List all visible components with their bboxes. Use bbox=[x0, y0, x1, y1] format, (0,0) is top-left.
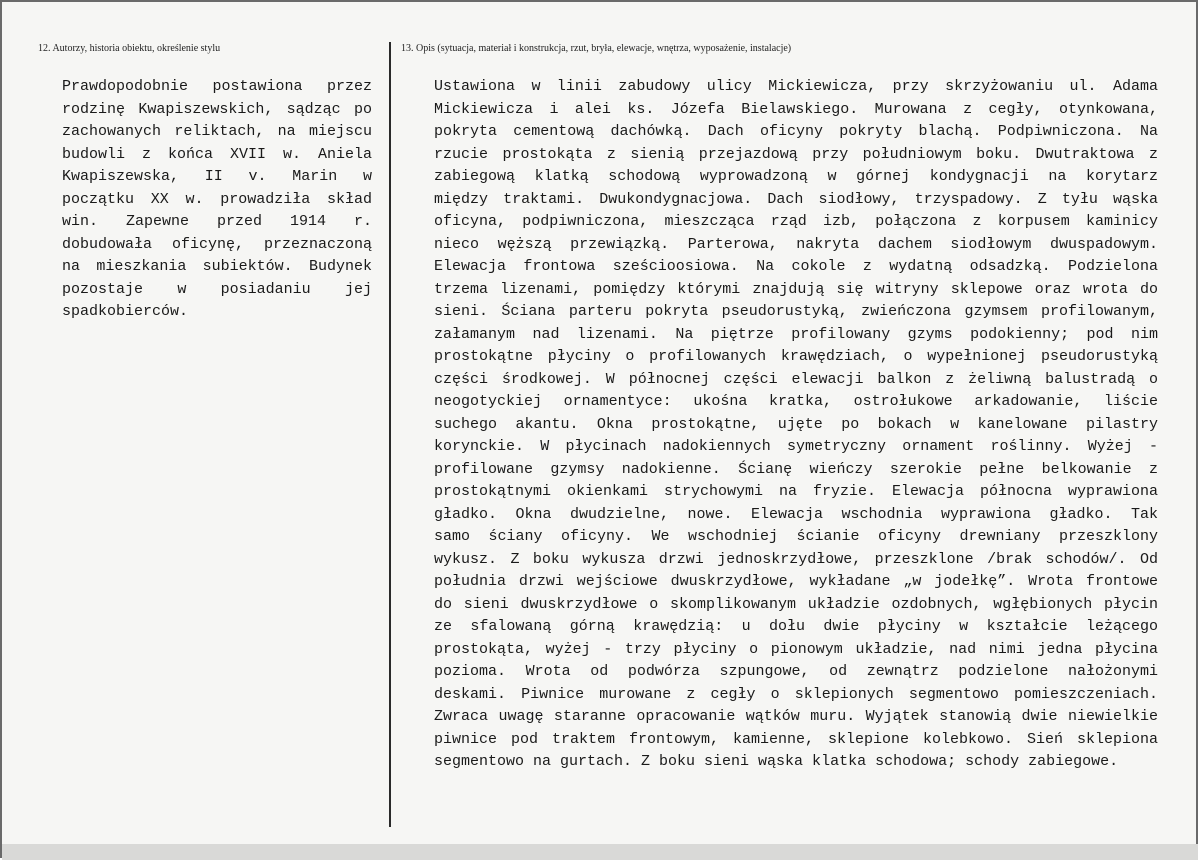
text-line: rodzinę Kwapiszewskich, sądząc po bbox=[62, 100, 372, 118]
text-line: prostokąta, wyżej - trzy płyciny o pionowym układzie, nad nimi jedna płycina bbox=[434, 640, 1158, 658]
section-13-header: 13. Opis (sytuacja, materiał i konstrukcja, rzut, bryła, elewacje, wnętrza, wyposażenie, instalacje) bbox=[401, 43, 792, 54]
text-line: do sieni dwuskrzydłowe o skomplikowanym układzie ozdobnych, wgłębionych płycin bbox=[434, 595, 1158, 613]
text-line: budowli z końca XVII w. Aniela bbox=[62, 145, 372, 163]
text-line: prostokątnymi okienkami strychowymi na fryzie. Elewacja północna wyprawiona bbox=[434, 483, 1158, 500]
text-line: części środkowej. W północnej części elewacji balkon z żeliwną balustradą o bbox=[434, 370, 1158, 388]
text-line: wykusz. Z boku wykusza drzwi jednoskrzydłowe, przeszklone /brak schodów/. Od bbox=[434, 550, 1158, 568]
text-line: południa drzwi wejściowe dwuskrzydłowe, wykładane „w jodełkę”. Wrota frontowe bbox=[434, 573, 1158, 590]
text-line: między traktami. Dwukondygnacjowa. Dach siodłowy, trzyspadowy. Z tyłu wąska bbox=[434, 190, 1158, 208]
text-line: Mickiewicza i alei ks. Józefa Bielawskiego. Murowana z cegły, otynkowana, bbox=[434, 100, 1158, 118]
text-line: pokryta cementową dachówką. Dach oficyny pokryty blachą. Podpiwniczona. Na bbox=[434, 123, 1158, 140]
text-line: suchego akantu. Okna prostokątne, ujęte po bokach w kanelowane pilastry bbox=[434, 415, 1158, 433]
text-line: deskami. Piwnice murowane z cegły o sklepionych segmentowo pomieszczeniach. bbox=[434, 685, 1158, 703]
text-line: korynckie. W płycinach nadokiennych symetryczny ornament roślinny. Wyżej - bbox=[434, 438, 1158, 455]
section-12-header: 12. Autorzy, historia obiektu, określenie stylu bbox=[38, 43, 221, 54]
text-line: Prawdopodobnie postawiona przez bbox=[62, 78, 372, 95]
text-line: Ustawiona w linii zabudowy ulicy Mickiewicza, przy skrzyżowaniu ul. Adama bbox=[434, 78, 1158, 95]
text-line: sieni. Ściana parteru pokryta pseudorustyką, zwieńczona gzymsem profilowanym, bbox=[434, 303, 1158, 320]
text-line: Kwapiszewska, II v. Marin w bbox=[62, 168, 372, 185]
text-line: ze sfalowaną górną krawędzią: u dołu dwie płyciny w kształcie leżącego bbox=[434, 618, 1158, 635]
text-line: załamanym nad lizenami. Na piętrze profilowany gzyms podokienny; pod nim bbox=[434, 325, 1158, 343]
text-line: spadkobierców. bbox=[62, 303, 189, 320]
text-line: segmentowo na gurtach. Z boku sieni wąska klatka schodowa; schody zabiegowe. bbox=[434, 753, 1119, 770]
text-line: oficyna, podpiwniczona, mieszcząca rząd izb, połączona z korpusem kaminicy bbox=[434, 213, 1158, 230]
history-text bbox=[62, 76, 372, 324]
text-line: Elewacja frontowa sześcioosiowa. Na cokole z wydatną odsadzką. Podzielona bbox=[434, 258, 1158, 275]
text-line: pozioma. Wrota od podwórza szpungowe, od zewnątrz podzielone nałożonymi bbox=[434, 663, 1158, 680]
text-line: pozostaje w posiadaniu jej bbox=[62, 280, 372, 298]
text-line: samo ściany oficyny. We wschodniej ścianie oficyny drewniany przeszklony bbox=[434, 528, 1158, 545]
text-line: profilowane gzymsy nadokienne. Ścianę wieńczy szerokie pełne belkowanie z bbox=[434, 460, 1158, 478]
text-line: gładko. Okna dwudzielne, nowe. Elewacja wschodnia wyprawiona gładko. Tak bbox=[434, 505, 1158, 523]
text-line: nieco węższą przewiązką. Parterowa, nakryta dachem siodłowym dwuspadowym. bbox=[434, 235, 1158, 253]
text-line: prostokątne płyciny o profilowanych krawędziach, o wypełnionej pseudorustyką bbox=[434, 348, 1158, 365]
description-text bbox=[434, 76, 1158, 774]
text-line: neogotyckiej ornamentyce: ukośna kratka, ostrołukowe arkadowanie, liście bbox=[434, 393, 1158, 410]
text-line: Zwraca uwagę staranne opracowanie wątków muru. Wyjątek stanowią dwie niewielkie bbox=[434, 708, 1158, 725]
column-divider bbox=[389, 42, 391, 827]
text-line: na mieszkania subiektów. Budynek bbox=[62, 258, 372, 275]
text-line: zachowanych reliktach, na miejscu bbox=[62, 123, 372, 140]
text-line: początku XX w. prowadziła skład bbox=[62, 190, 372, 208]
text-line: win. Zapewne przed 1914 r. bbox=[62, 213, 372, 230]
text-line: zabiegową klatką schodową wyprowadzoną w górnej kondygnacji na korytarz bbox=[434, 168, 1158, 185]
text-line: piwnice pod traktem frontowym, kamienne, sklepione kolebkowo. Sień sklepiona bbox=[434, 730, 1158, 748]
text-line: rzucie prostokąta z sienią przejazdową przy południowym boku. Dwutraktowa z bbox=[434, 145, 1158, 163]
text-line: trzema lizenami, pomiędzy którymi znajdują się witryny sklepowe oraz wrota do bbox=[434, 280, 1158, 298]
text-line: dobudowała oficynę, przeznaczoną bbox=[62, 235, 372, 253]
